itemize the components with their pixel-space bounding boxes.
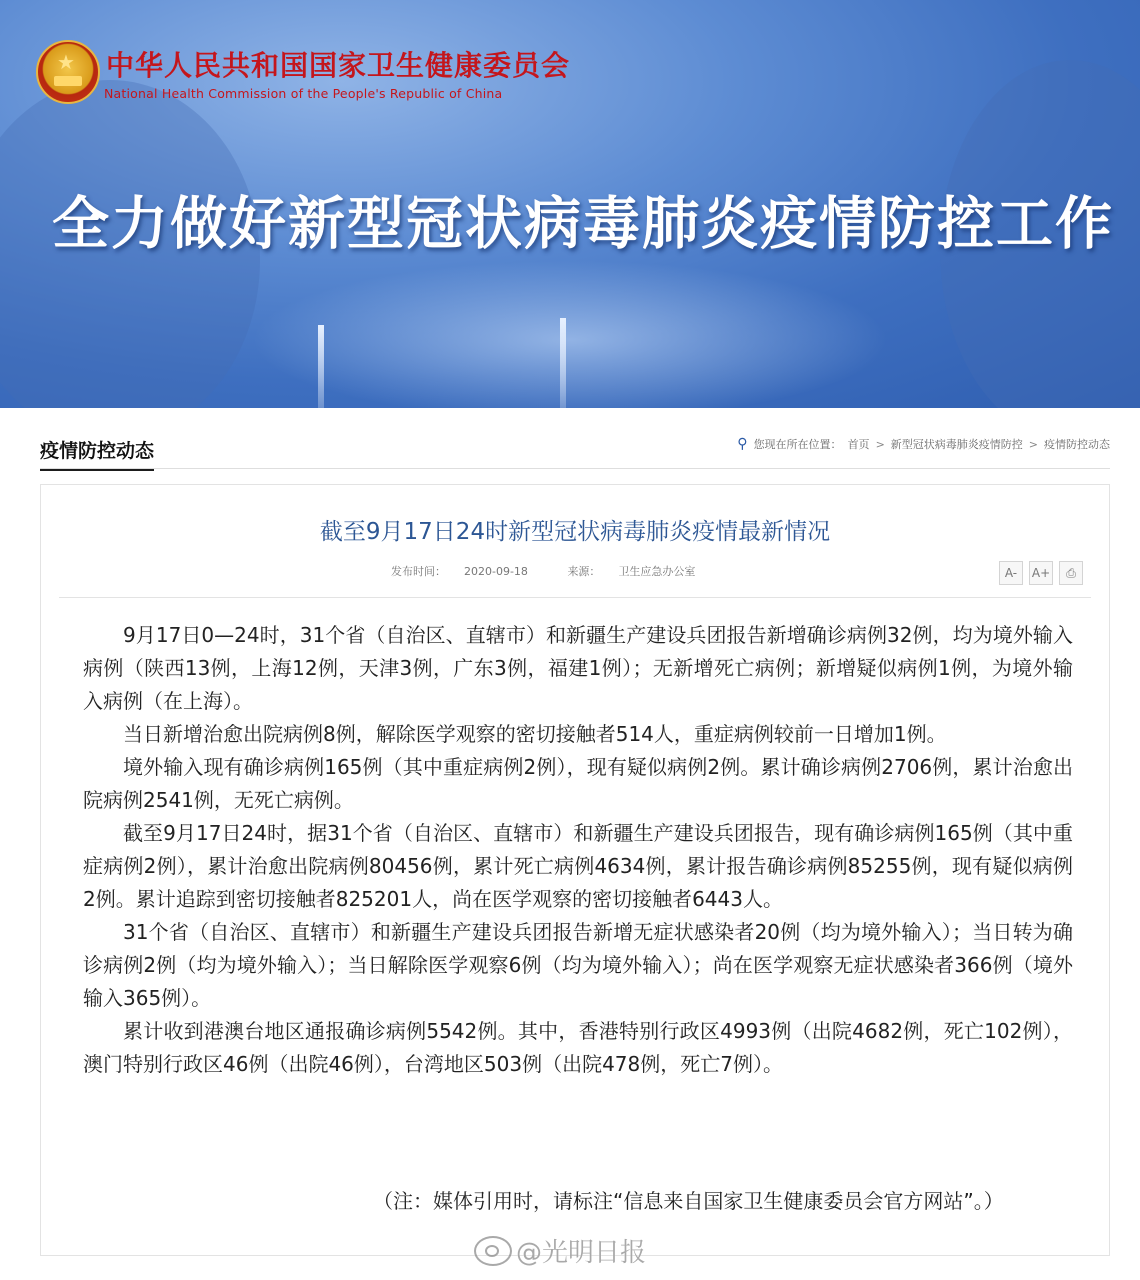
- watermark-text: @光明日报: [516, 1238, 647, 1268]
- breadcrumb-item-home[interactable]: 首页: [847, 438, 870, 451]
- article-paragraph: 累计收到港澳台地区通报确诊病例5542例。其中，香港特别行政区4993例（出院4682例，死亡102例），澳门特别行政区46例（出院46例），台湾地区503例（出院478例，死亡7例）。: [83, 1019, 1073, 1076]
- weibo-watermark: [474, 1232, 646, 1269]
- header-banner: [0, 0, 1140, 408]
- article-paragraph: 31个省（自治区、直辖市）和新疆生产建设兵团报告新增无症状感染者20例（均为境外输入）；当日转为确诊病例2例（均为境外输入）；当日解除医学观察6例（均为境外输入）；尚在医学观察无症状感染者366例（境外输入365例）。: [83, 920, 1073, 1010]
- article-panel: [40, 484, 1110, 1256]
- breadcrumb-item-current[interactable]: 疫情防控动态: [1044, 438, 1110, 451]
- meta-divider: [59, 597, 1091, 598]
- article-tools: [999, 561, 1083, 585]
- article-paragraph: 9月17日0—24时，31个省（自治区、直辖市）和新疆生产建设兵团报告新增确诊病例32例，均为境外输入病例（陕西13例，上海12例，天津3例，广东3例，福建1例）；无新增死亡病例；新增疑似病例1例，为境外输入病例（在上海）。: [83, 623, 1073, 713]
- article-paragraph: 境外输入现有确诊病例165例（其中重症病例2例），现有疑似病例2例。累计确诊病例2706例，累计治愈出院病例2541例，无死亡病例。: [83, 755, 1073, 812]
- breadcrumb-separator: >: [875, 437, 885, 451]
- publish-date: 2020-09-18: [464, 565, 528, 578]
- breadcrumb-separator: >: [1028, 437, 1038, 451]
- citation-note: （注：媒体引用时，请标注“信息来自国家卫生健康委员会官方网站”。）: [373, 1189, 1004, 1213]
- publish-label: 发布时间：: [391, 565, 446, 578]
- banner-spire-left: [318, 325, 324, 408]
- article-paragraph: 截至9月17日24时，据31个省（自治区、直辖市）和新疆生产建设兵团报告，现有确诊病例165例（其中重症病例2例），累计治愈出院病例80456例，累计死亡病例4634例，累计报告确诊病例85255例，现有疑似病例2例。累计追踪到密切接触者825201人，尚在医学观察的密切接触者6443人。: [83, 821, 1073, 911]
- banner-spire-right: [560, 318, 566, 408]
- source-label: 来源：: [567, 565, 601, 578]
- section-title: 疫情防控动态: [40, 436, 154, 471]
- article-title: 截至9月17日24时新型冠状病毒肺炎疫情最新情况: [319, 519, 831, 545]
- banner-slogan: 全力做好新型冠状病毒肺炎疫情防控工作: [52, 191, 1114, 257]
- banner-glow: [250, 260, 890, 408]
- font-increase-button[interactable]: A+: [1029, 561, 1053, 585]
- print-icon[interactable]: ⎙: [1059, 561, 1083, 585]
- section-divider: [40, 468, 1110, 469]
- font-decrease-button[interactable]: A-: [999, 561, 1023, 585]
- weibo-icon: [474, 1236, 512, 1266]
- article-paragraph: 当日新增治愈出院病例8例，解除医学观察的密切接触者514人，重症病例较前一日增加1例。: [123, 722, 947, 746]
- source-value: 卫生应急办公室: [618, 565, 696, 578]
- article-body: [83, 619, 1073, 1081]
- breadcrumb-item-covid[interactable]: 新型冠状病毒肺炎疫情防控: [890, 438, 1023, 451]
- breadcrumb: [737, 436, 1110, 452]
- org-name-cn[interactable]: 中华人民共和国国家卫生健康委员会: [106, 49, 571, 82]
- national-emblem-icon[interactable]: ★: [36, 40, 100, 104]
- breadcrumb-prefix: 您现在所在位置：: [753, 438, 842, 451]
- article-meta: [391, 563, 731, 579]
- location-pin-icon: ⚲: [737, 436, 748, 452]
- org-name-en: National Health Commission of the People's Republic of China: [104, 86, 503, 101]
